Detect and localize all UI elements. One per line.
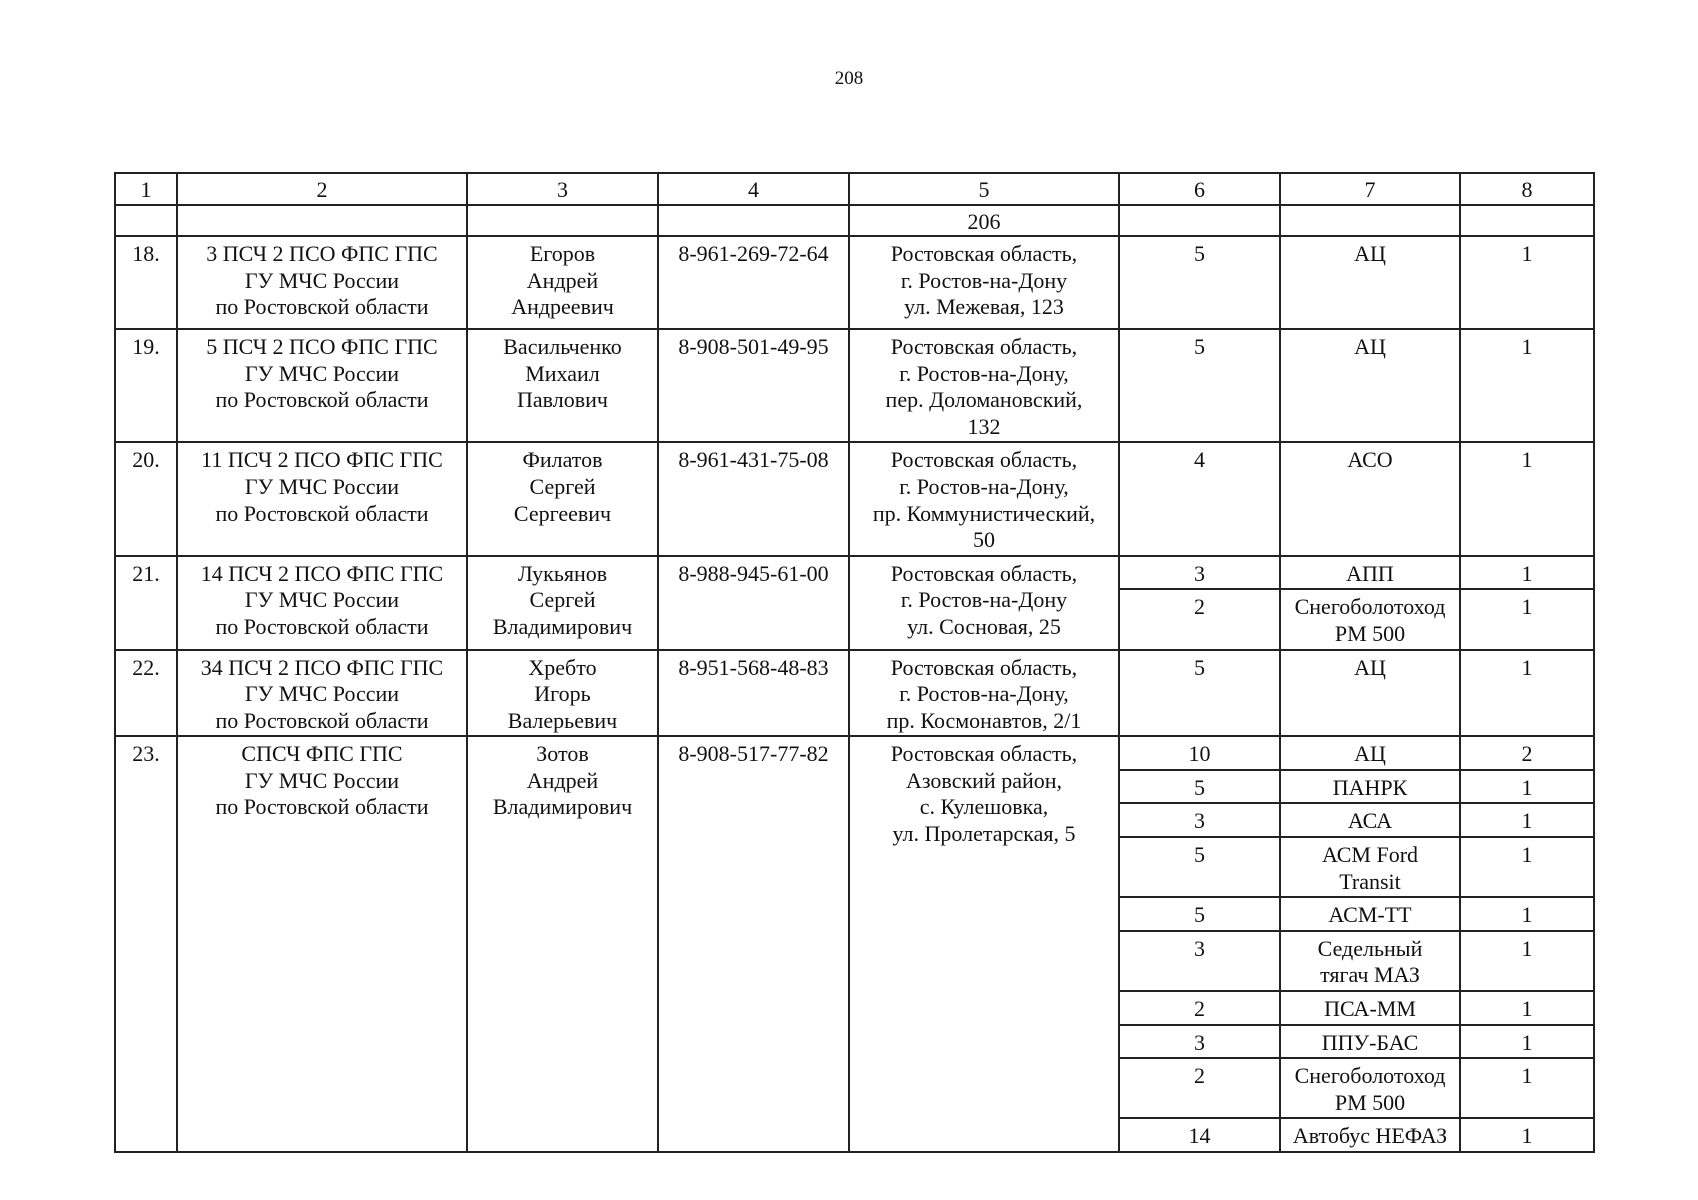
row-number: 22.: [115, 650, 177, 737]
quantity-value: 2: [1119, 991, 1280, 1025]
count-value: 1: [1460, 837, 1594, 897]
phone-number: 8-951-568-48-83: [658, 650, 849, 737]
table-row: [115, 736, 1594, 770]
equipment-type: Снегоболотоход РМ 500: [1280, 589, 1460, 649]
equipment-type: АЦ: [1280, 236, 1460, 329]
equipment-type: Седельный тягач МАЗ: [1280, 931, 1460, 991]
quantity-value: 5: [1119, 770, 1280, 804]
equipment-type: АСМ-ТТ: [1280, 897, 1460, 931]
equipment-type: Автобус НЕФАЗ: [1280, 1118, 1460, 1152]
equipment-type: АСО: [1280, 442, 1460, 555]
quantity-value: 5: [1119, 650, 1280, 737]
quantity-value: 5: [1119, 897, 1280, 931]
contact-person: Васильченко Михаил Павлович: [467, 329, 658, 442]
quantity-value: 14: [1119, 1118, 1280, 1152]
equipment-type: АЦ: [1280, 329, 1460, 442]
count-value: 1: [1460, 589, 1594, 649]
unit-name: 14 ПСЧ 2 ПСО ФПС ГПС ГУ МЧС России по Ростовской области: [177, 556, 467, 650]
address: Ростовская область, г. Ростов-на-Дону, пр. Космонавтов, 2/1: [849, 650, 1119, 737]
count-value: 1: [1460, 803, 1594, 837]
equipment-type: АЦ: [1280, 736, 1460, 770]
quantity-value: 2: [1119, 1058, 1280, 1118]
phone-number: 8-988-945-61-00: [658, 556, 849, 650]
empty-cell: [115, 205, 177, 237]
address: Ростовская область, г. Ростов-на-Дону ул. Сосновая, 25: [849, 556, 1119, 650]
row-number: 20.: [115, 442, 177, 555]
contact-person: Филатов Сергей Сергеевич: [467, 442, 658, 555]
equipment-type: АСА: [1280, 803, 1460, 837]
column-number-header: 4: [658, 173, 849, 205]
empty-cell: [658, 205, 849, 237]
equipment-table: [114, 172, 1595, 1153]
address: Ростовская область, г. Ростов-на-Дону, пер. Доломановский, 132: [849, 329, 1119, 442]
unit-name: СПСЧ ФПС ГПС ГУ МЧС России по Ростовской области: [177, 736, 467, 1152]
contact-person: Егоров Андрей Андреевич: [467, 236, 658, 329]
count-value: 1: [1460, 1025, 1594, 1059]
row-number: 21.: [115, 556, 177, 650]
quantity-value: 5: [1119, 837, 1280, 897]
table-row: [115, 650, 1594, 737]
table-row: [115, 556, 1594, 590]
unit-name: 3 ПСЧ 2 ПСО ФПС ГПС ГУ МЧС России по Ростовской области: [177, 236, 467, 329]
row-number: 23.: [115, 736, 177, 1152]
address: Ростовская область, Азовский район, с. Кулешовка, ул. Пролетарская, 5: [849, 736, 1119, 1152]
column-number-header: 5: [849, 173, 1119, 205]
count-value: 1: [1460, 897, 1594, 931]
table-row: [115, 329, 1594, 442]
column-number-header: 2: [177, 173, 467, 205]
quantity-value: 3: [1119, 803, 1280, 837]
address: Ростовская область, г. Ростов-на-Дону, пр. Коммунистический, 50: [849, 442, 1119, 555]
column-number-row: [115, 173, 1594, 205]
quantity-value: 4: [1119, 442, 1280, 555]
count-value: 1: [1460, 1118, 1594, 1152]
quantity-value: 3: [1119, 931, 1280, 991]
quantity-value: 3: [1119, 1025, 1280, 1059]
count-value: 1: [1460, 329, 1594, 442]
empty-cell: [467, 205, 658, 237]
column-number-header: 1: [115, 173, 177, 205]
column-number-header: 3: [467, 173, 658, 205]
table-body: [115, 173, 1594, 1152]
equipment-type: ППУ-БАС: [1280, 1025, 1460, 1059]
quantity-value: 10: [1119, 736, 1280, 770]
quantity-value: 5: [1119, 236, 1280, 329]
count-value: 1: [1460, 556, 1594, 590]
quantity-value: 5: [1119, 329, 1280, 442]
column-number-header: 6: [1119, 173, 1280, 205]
phone-number: 8-908-517-77-82: [658, 736, 849, 1152]
empty-cell: [177, 205, 467, 237]
count-value: 1: [1460, 236, 1594, 329]
column-number-header: 8: [1460, 173, 1594, 205]
equipment-type: АПП: [1280, 556, 1460, 590]
address: Ростовская область, г. Ростов-на-Дону ул. Межевая, 123: [849, 236, 1119, 329]
contact-person: Зотов Андрей Владимирович: [467, 736, 658, 1152]
unit-name: 34 ПСЧ 2 ПСО ФПС ГПС ГУ МЧС России по Ростовской области: [177, 650, 467, 737]
unit-name: 5 ПСЧ 2 ПСО ФПС ГПС ГУ МЧС России по Ростовской области: [177, 329, 467, 442]
count-value: 1: [1460, 931, 1594, 991]
row-number: 18.: [115, 236, 177, 329]
count-value: 1: [1460, 770, 1594, 804]
column-number-header: 7: [1280, 173, 1460, 205]
empty-cell: [1119, 205, 1280, 237]
phone-number: 8-961-431-75-08: [658, 442, 849, 555]
contact-person: Лукьянов Сергей Владимирович: [467, 556, 658, 650]
empty-cell: [1280, 205, 1460, 237]
count-value: 1: [1460, 650, 1594, 737]
quantity-value: 3: [1119, 556, 1280, 590]
unit-name: 11 ПСЧ 2 ПСО ФПС ГПС ГУ МЧС России по Ростовской области: [177, 442, 467, 555]
equipment-type: АЦ: [1280, 650, 1460, 737]
count-value: 1: [1460, 991, 1594, 1025]
table-row: [115, 442, 1594, 555]
contact-person: Хребто Игорь Валерьевич: [467, 650, 658, 737]
equipment-type: АСМ Ford Transit: [1280, 837, 1460, 897]
count-value: 2: [1460, 736, 1594, 770]
equipment-type: Снегоболотоход РМ 500: [1280, 1058, 1460, 1118]
table-row: [115, 236, 1594, 329]
row-number: 19.: [115, 329, 177, 442]
phone-number: 8-961-269-72-64: [658, 236, 849, 329]
empty-cell: [1460, 205, 1594, 237]
count-value: 1: [1460, 1058, 1594, 1118]
phone-number: 8-908-501-49-95: [658, 329, 849, 442]
equipment-type: ПАНРК: [1280, 770, 1460, 804]
subheader-cell: 206: [849, 205, 1119, 237]
count-value: 1: [1460, 442, 1594, 555]
page-number: 208: [834, 68, 864, 89]
equipment-type: ПСА-ММ: [1280, 991, 1460, 1025]
quantity-value: 2: [1119, 589, 1280, 649]
subheader-row: [115, 205, 1594, 237]
